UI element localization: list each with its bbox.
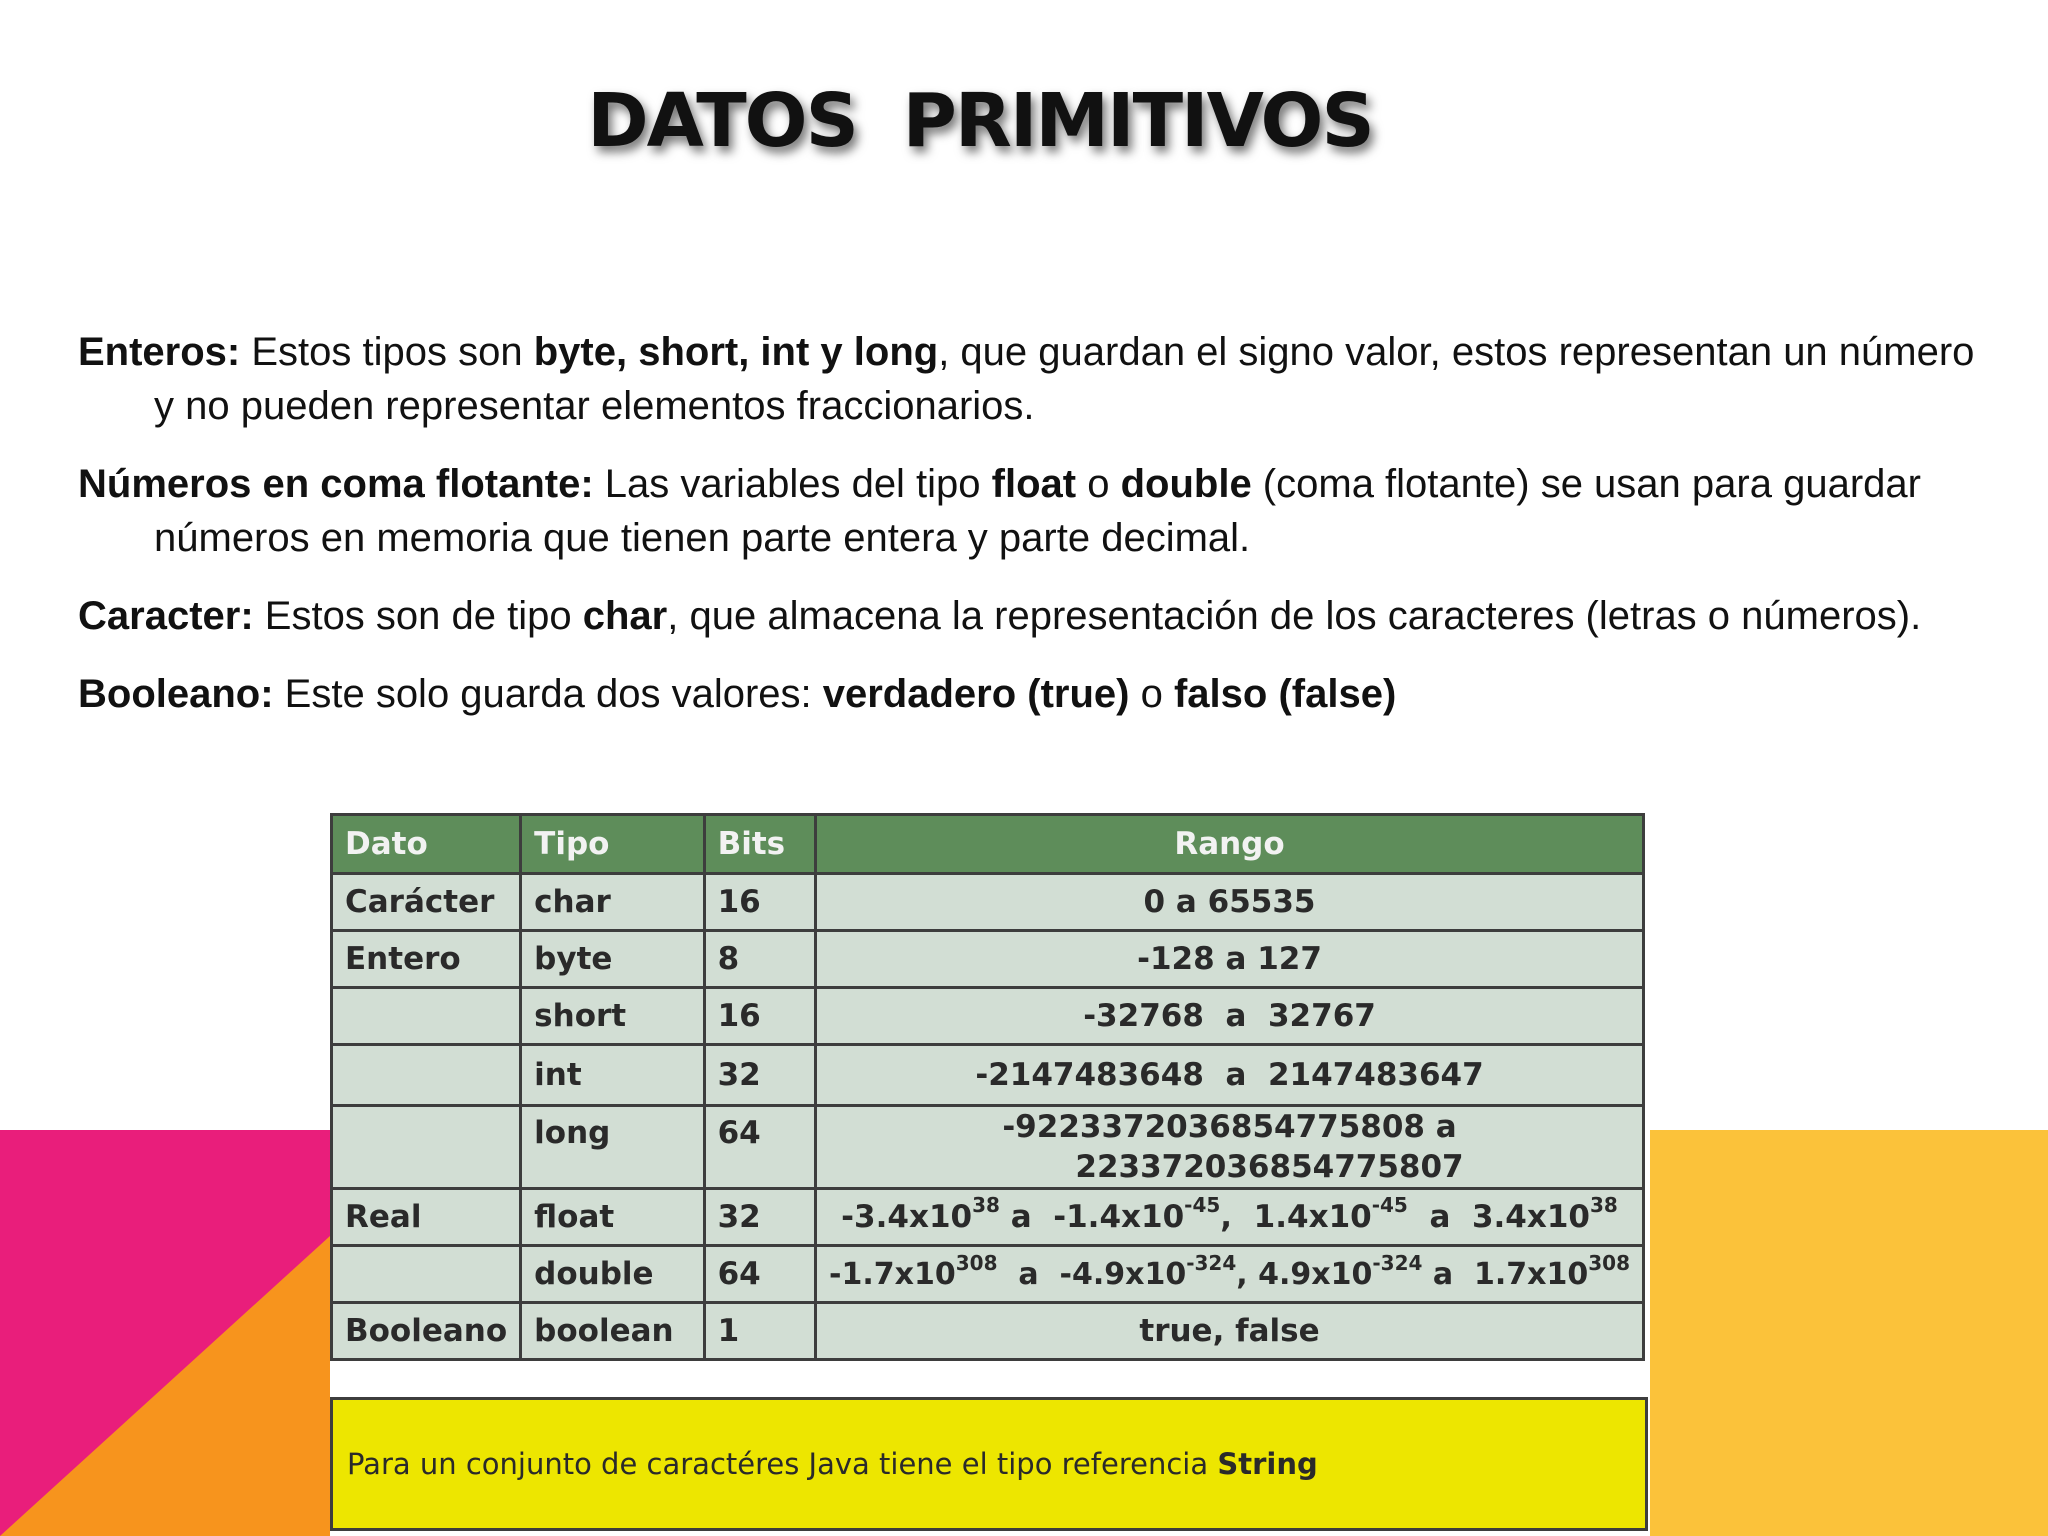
cell-tipo: double [521,1246,704,1303]
exponent: -324 [1186,1250,1237,1275]
cell-rango [816,1106,1644,1189]
cell-tipo: byte [521,931,704,988]
exponent: 38 [972,1193,1000,1217]
table-row [332,1106,1644,1189]
bold-text: verdadero (true) [822,672,1130,716]
text: Las variables del tipo [593,462,992,506]
cell-tipo: int [521,1045,704,1106]
rango-line-1: -9223372036854775808 a [1002,1109,1457,1145]
label-flotante: Números en coma flotante: [78,462,594,506]
rango-part: a 3.4x10 [1407,1199,1590,1235]
table-row [332,874,1644,931]
string-note-box [330,1397,1648,1531]
rango-line-2: 223372036854775807 [1075,1149,1464,1185]
exponent: 308 [955,1250,998,1275]
table-header-row [332,815,1644,874]
exponent: 308 [1588,1250,1630,1275]
exponent: 38 [1590,1193,1618,1217]
text: Estos son de tipo [253,594,583,638]
cell-dato [332,1246,521,1303]
cell-rango: 0 a 65535 [816,874,1644,931]
bold-text: float [991,462,1077,506]
paragraph-flotante [78,457,1978,565]
cell-rango: true, false [816,1303,1644,1360]
exponent: -45 [1184,1193,1221,1217]
bold-text: char [582,594,668,638]
header-tipo: Tipo [521,815,704,874]
text: , que guardan el signo valor, estos representan un número y no pueden representar elementos fraccionarios. [154,330,1975,428]
label-caracter: Caracter: [78,594,254,638]
text: , que almacena la representación de los caracteres (letras o números). [667,594,1922,638]
table-row [332,1303,1644,1360]
bold-text: double [1120,462,1252,506]
rango-part: -3.4x10 [841,1199,973,1235]
exponent: -324 [1372,1250,1423,1275]
bold-text: falso (false) [1173,672,1397,716]
cell-tipo: short [521,988,704,1045]
label-booleano: Booleano: [78,672,274,716]
table-row [332,1189,1644,1246]
table-row [332,1045,1644,1106]
note-bold: String [1217,1447,1318,1481]
text: o [1129,672,1174,716]
cell-dato: Real [332,1189,521,1246]
slide-title: DATOS PRIMITIVOS [587,78,1373,164]
cell-tipo: char [521,874,704,931]
rango-part: , 4.9x10 [1236,1256,1373,1292]
cell-rango: -2147483648 a 2147483647 [816,1045,1644,1106]
cell-bits: 16 [704,988,815,1045]
cell-tipo: boolean [521,1303,704,1360]
rango-part: a 1.7x10 [1422,1256,1589,1292]
rango-part: , 1.4x10 [1220,1199,1372,1235]
paragraph-booleano [78,667,1978,721]
cell-rango [816,1189,1644,1246]
cell-dato: Entero [332,931,521,988]
header-rango: Rango [816,815,1644,874]
table-image [330,813,1646,1382]
rango-part: -1.7x10 [829,1256,956,1292]
text: Este solo guarda dos valores: [273,672,823,716]
rango-part: a -1.4x10 [999,1199,1185,1235]
cell-bits: 8 [704,931,815,988]
cell-bits: 16 [704,874,815,931]
cell-tipo: long [521,1106,704,1189]
data-types-table [330,813,1645,1361]
cell-dato [332,1106,521,1189]
cell-rango [816,1246,1644,1303]
cell-rango: -128 a 127 [816,931,1644,988]
cell-dato: Booleano [332,1303,521,1360]
text: (coma flotante) se usan para guardar números en memoria que tienen parte entera y parte decimal. [154,462,1921,560]
text: o [1076,462,1121,506]
label-enteros: Enteros: [78,330,241,374]
table-row [332,988,1644,1045]
decor-yellow-block [1650,1130,2048,1536]
cell-bits: 32 [704,1045,815,1106]
cell-bits: 64 [704,1106,815,1189]
note-text: Para un conjunto de caractéres Java tiene el tipo referencia [347,1447,1218,1481]
table-row [332,931,1644,988]
cell-dato: Carácter [332,874,521,931]
header-dato: Dato [332,815,521,874]
paragraph-caracter [78,589,1978,643]
rango-part: a -4.9x10 [997,1256,1187,1292]
bold-text: byte, short, int y long [533,330,939,374]
cell-dato [332,1045,521,1106]
exponent: -45 [1371,1193,1408,1217]
text: Estos tipos son [240,330,534,374]
cell-rango: -32768 a 32767 [816,988,1644,1045]
body-text [78,325,1978,745]
header-bits: Bits [704,815,815,874]
table-row [332,1246,1644,1303]
cell-bits: 64 [704,1246,815,1303]
paragraph-enteros [78,325,1978,433]
cell-bits: 32 [704,1189,815,1246]
cell-bits: 1 [704,1303,815,1360]
cell-dato [332,988,521,1045]
cell-tipo: float [521,1189,704,1246]
